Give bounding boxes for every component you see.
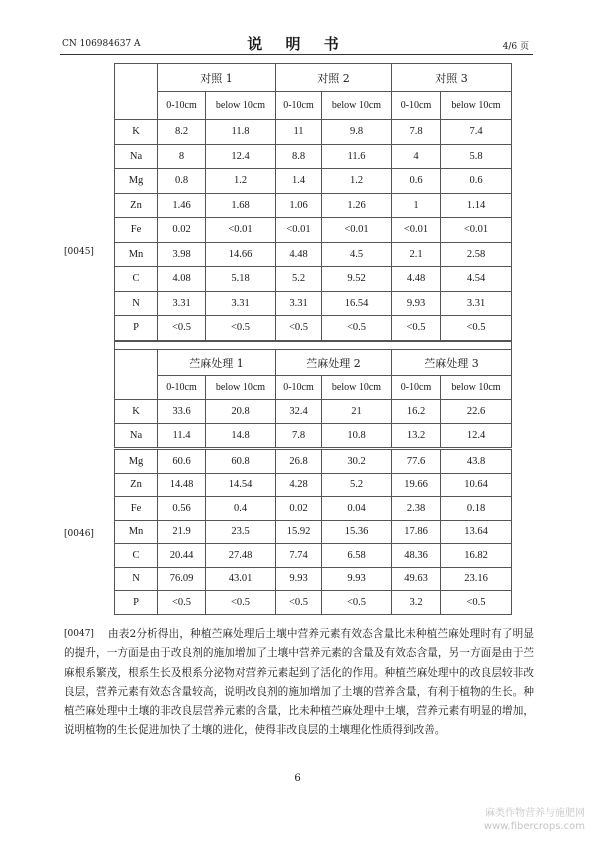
value-cell: 43.01 bbox=[206, 567, 276, 591]
value-cell: <0.5 bbox=[206, 591, 276, 615]
value-cell: 1.2 bbox=[322, 169, 392, 194]
value-cell: 8 bbox=[158, 144, 206, 169]
value-cell: 23.5 bbox=[206, 520, 276, 544]
value-cell: 11.6 bbox=[322, 144, 392, 169]
table-row bbox=[115, 120, 512, 145]
value-cell: 3.31 bbox=[206, 291, 276, 316]
table-row bbox=[115, 193, 512, 218]
table-row bbox=[115, 473, 512, 497]
value-cell: 9.8 bbox=[322, 120, 392, 145]
value-cell: 0.4 bbox=[206, 497, 276, 521]
value-cell: 15.36 bbox=[322, 520, 392, 544]
value-cell: <0.5 bbox=[276, 591, 322, 615]
element-label: Mg bbox=[115, 169, 158, 194]
table-row bbox=[115, 497, 512, 521]
value-cell: 30.2 bbox=[322, 450, 392, 474]
value-cell: 21 bbox=[322, 400, 392, 424]
value-cell: 4.28 bbox=[276, 473, 322, 497]
value-cell: 9.93 bbox=[322, 567, 392, 591]
value-cell: 14.66 bbox=[206, 242, 276, 267]
value-cell: 0.02 bbox=[158, 218, 206, 243]
value-cell: 6.58 bbox=[322, 544, 392, 568]
page-info: 4/6 页 bbox=[502, 42, 529, 52]
table-row bbox=[115, 544, 512, 568]
value-cell: 1 bbox=[392, 193, 441, 218]
value-cell: 21.9 bbox=[158, 520, 206, 544]
value-cell: 5.2 bbox=[276, 267, 322, 292]
value-cell: 5.2 bbox=[322, 473, 392, 497]
value-cell: 20.8 bbox=[206, 400, 276, 424]
value-cell: 0.6 bbox=[392, 169, 441, 194]
value-cell: 43.8 bbox=[441, 450, 512, 474]
value-cell: 3.2 bbox=[392, 591, 441, 615]
value-cell: 8.2 bbox=[158, 120, 206, 145]
value-cell: 1.68 bbox=[206, 193, 276, 218]
value-cell: <0.01 bbox=[392, 218, 441, 243]
value-cell: 8.8 bbox=[276, 144, 322, 169]
value-cell: 0.6 bbox=[441, 169, 512, 194]
value-cell: 14.48 bbox=[158, 473, 206, 497]
value-cell: <0.5 bbox=[441, 591, 512, 615]
value-cell: 48.36 bbox=[392, 544, 441, 568]
value-cell: 4.5 bbox=[322, 242, 392, 267]
value-cell: 19.66 bbox=[392, 473, 441, 497]
watermark-url: www.fibercrops.com bbox=[483, 821, 585, 832]
table-row bbox=[115, 424, 512, 448]
value-cell: 12.4 bbox=[206, 144, 276, 169]
table-row bbox=[115, 400, 512, 424]
depth-header: 0-10cm bbox=[392, 92, 441, 120]
page-number: 6 bbox=[294, 773, 301, 784]
value-cell: 23.16 bbox=[441, 567, 512, 591]
value-cell: 1.4 bbox=[276, 169, 322, 194]
element-label: K bbox=[115, 120, 158, 145]
element-label: N bbox=[115, 567, 158, 591]
value-cell: 13.2 bbox=[392, 424, 441, 448]
group-header: 对照 3 bbox=[392, 64, 512, 92]
depth-header: 0-10cm bbox=[158, 376, 206, 400]
table-row bbox=[115, 218, 512, 243]
value-cell: 5.18 bbox=[206, 267, 276, 292]
paragraph-tag-0046: [0046] bbox=[64, 529, 94, 539]
value-cell: 7.8 bbox=[392, 120, 441, 145]
value-cell: <0.5 bbox=[322, 316, 392, 341]
value-cell: 7.4 bbox=[441, 120, 512, 145]
patent-number: CN 106984637 A bbox=[62, 39, 141, 49]
element-label: P bbox=[115, 316, 158, 341]
element-label: Zn bbox=[115, 473, 158, 497]
group-header: 苎麻处理 3 bbox=[392, 350, 512, 376]
depth-header: 0-10cm bbox=[276, 376, 322, 400]
value-cell: <0.5 bbox=[441, 316, 512, 341]
value-cell: 33.6 bbox=[158, 400, 206, 424]
element-label: C bbox=[115, 544, 158, 568]
depth-header: below 10cm bbox=[322, 92, 392, 120]
table-row bbox=[115, 144, 512, 169]
element-label: Na bbox=[115, 424, 158, 448]
value-cell: 11 bbox=[276, 120, 322, 145]
element-label: K bbox=[115, 400, 158, 424]
value-cell: 77.6 bbox=[392, 450, 441, 474]
value-cell: <0.01 bbox=[322, 218, 392, 243]
element-label: N bbox=[115, 291, 158, 316]
value-cell: 32.4 bbox=[276, 400, 322, 424]
table-corner bbox=[115, 350, 158, 400]
value-cell: 3.31 bbox=[276, 291, 322, 316]
depth-header: below 10cm bbox=[322, 376, 392, 400]
group-header: 苎麻处理 2 bbox=[276, 350, 392, 376]
value-cell: 3.31 bbox=[441, 291, 512, 316]
table-ramie-treatment bbox=[114, 341, 512, 448]
depth-header: 0-10cm bbox=[392, 376, 441, 400]
value-cell: 22.6 bbox=[441, 400, 512, 424]
spacer-row bbox=[115, 342, 512, 350]
element-label: Mn bbox=[115, 242, 158, 267]
value-cell: 60.8 bbox=[206, 450, 276, 474]
value-cell: <0.5 bbox=[322, 591, 392, 615]
table-row bbox=[115, 242, 512, 267]
page-title: 说 明 书 bbox=[247, 35, 348, 53]
table-row bbox=[115, 567, 512, 591]
value-cell: 4.54 bbox=[441, 267, 512, 292]
value-cell: 15.92 bbox=[276, 520, 322, 544]
value-cell: 4 bbox=[392, 144, 441, 169]
value-cell: 16.82 bbox=[441, 544, 512, 568]
value-cell: 16.54 bbox=[322, 291, 392, 316]
value-cell: 60.6 bbox=[158, 450, 206, 474]
depth-header: below 10cm bbox=[206, 92, 276, 120]
value-cell: 27.48 bbox=[206, 544, 276, 568]
value-cell: 11.8 bbox=[206, 120, 276, 145]
paragraph-tag-0045: [0045] bbox=[64, 247, 94, 257]
element-label: Fe bbox=[115, 218, 158, 243]
element-label: Fe bbox=[115, 497, 158, 521]
watermark bbox=[484, 807, 585, 833]
value-cell: 3.98 bbox=[158, 242, 206, 267]
value-cell: 76.09 bbox=[158, 567, 206, 591]
element-label: P bbox=[115, 591, 158, 615]
table-row bbox=[115, 267, 512, 292]
value-cell: <0.5 bbox=[206, 316, 276, 341]
value-cell: 1.46 bbox=[158, 193, 206, 218]
value-cell: 5.8 bbox=[441, 144, 512, 169]
value-cell: 10.64 bbox=[441, 473, 512, 497]
table-row bbox=[115, 169, 512, 194]
element-label: Na bbox=[115, 144, 158, 169]
value-cell: <0.5 bbox=[276, 316, 322, 341]
watermark-line: 麻类作物营养与施肥网 bbox=[485, 808, 585, 819]
depth-header: below 10cm bbox=[206, 376, 276, 400]
value-cell: <0.5 bbox=[158, 591, 206, 615]
table-row bbox=[115, 591, 512, 615]
value-cell: 2.1 bbox=[392, 242, 441, 267]
value-cell: 12.4 bbox=[441, 424, 512, 448]
table-row bbox=[115, 316, 512, 341]
value-cell: 9.93 bbox=[392, 291, 441, 316]
value-cell: 1.06 bbox=[276, 193, 322, 218]
value-cell: 14.54 bbox=[206, 473, 276, 497]
depth-header: 0-10cm bbox=[276, 92, 322, 120]
value-cell: 9.52 bbox=[322, 267, 392, 292]
depth-header: below 10cm bbox=[441, 92, 512, 120]
element-label: C bbox=[115, 267, 158, 292]
element-label: Mg bbox=[115, 450, 158, 474]
table-row bbox=[115, 450, 512, 474]
value-cell: 9.93 bbox=[276, 567, 322, 591]
value-cell: 7.8 bbox=[276, 424, 322, 448]
value-cell: 0.02 bbox=[276, 497, 322, 521]
value-cell: 16.2 bbox=[392, 400, 441, 424]
value-cell: 4.08 bbox=[158, 267, 206, 292]
header-rule bbox=[60, 54, 533, 55]
value-cell: 11.4 bbox=[158, 424, 206, 448]
value-cell: 2.38 bbox=[392, 497, 441, 521]
value-cell: <0.01 bbox=[206, 218, 276, 243]
value-cell: 7.74 bbox=[276, 544, 322, 568]
value-cell: 3.31 bbox=[158, 291, 206, 316]
table-corner bbox=[115, 64, 158, 120]
value-cell: 0.56 bbox=[158, 497, 206, 521]
depth-header: below 10cm bbox=[441, 376, 512, 400]
value-cell: 13.64 bbox=[441, 520, 512, 544]
table-row bbox=[115, 291, 512, 316]
depth-header: 0-10cm bbox=[158, 92, 206, 120]
value-cell: <0.5 bbox=[158, 316, 206, 341]
value-cell: 20.44 bbox=[158, 544, 206, 568]
value-cell: 1.2 bbox=[206, 169, 276, 194]
paragraph-tag-0047: [0047] bbox=[64, 629, 94, 639]
element-label: Mn bbox=[115, 520, 158, 544]
group-header: 对照 2 bbox=[276, 64, 392, 92]
table-row bbox=[115, 520, 512, 544]
value-cell: 1.14 bbox=[441, 193, 512, 218]
value-cell: 17.86 bbox=[392, 520, 441, 544]
element-label: Zn bbox=[115, 193, 158, 218]
value-cell: 1.26 bbox=[322, 193, 392, 218]
value-cell: 2.58 bbox=[441, 242, 512, 267]
value-cell: 10.8 bbox=[322, 424, 392, 448]
value-cell: <0.01 bbox=[276, 218, 322, 243]
value-cell: 49.63 bbox=[392, 567, 441, 591]
table-ramie-treatment-continued bbox=[114, 449, 512, 615]
value-cell: 0.8 bbox=[158, 169, 206, 194]
analysis-paragraph: 由表2分析得出，种植苎麻处理后土壤中营养元素有效态含量比未种植苎麻处理时有了明显的提升，一方面是由于改良剂的施加增加了土壤中营养元素的含量及有效态含量，另一方面是由于苎麻根系繁茂，根系生长及根系分泌物对营养元素起到了活化的作用。种植苎麻处理中的改良层较非改良层，营养元素有效态含量较高，说明改良剂的施加增加了土壤的营养含量，有利于植物的生长。种植苎麻处理中土壤的非改良层营养元素的含量，比未种植苎麻处理中土壤，营养元素有明显的增加，说明植物的生长促进加快了土壤的进化，使得非改良层的土壤理化性质得到改善。 bbox=[64, 628, 534, 737]
value-cell: 14.8 bbox=[206, 424, 276, 448]
table-control bbox=[114, 63, 512, 341]
value-cell: 4.48 bbox=[276, 242, 322, 267]
value-cell: <0.01 bbox=[441, 218, 512, 243]
value-cell: 26.8 bbox=[276, 450, 322, 474]
value-cell: <0.5 bbox=[392, 316, 441, 341]
value-cell: 0.18 bbox=[441, 497, 512, 521]
value-cell: 0.04 bbox=[322, 497, 392, 521]
group-header: 对照 1 bbox=[158, 64, 276, 92]
value-cell: 4.48 bbox=[392, 267, 441, 292]
group-header: 苎麻处理 1 bbox=[158, 350, 276, 376]
